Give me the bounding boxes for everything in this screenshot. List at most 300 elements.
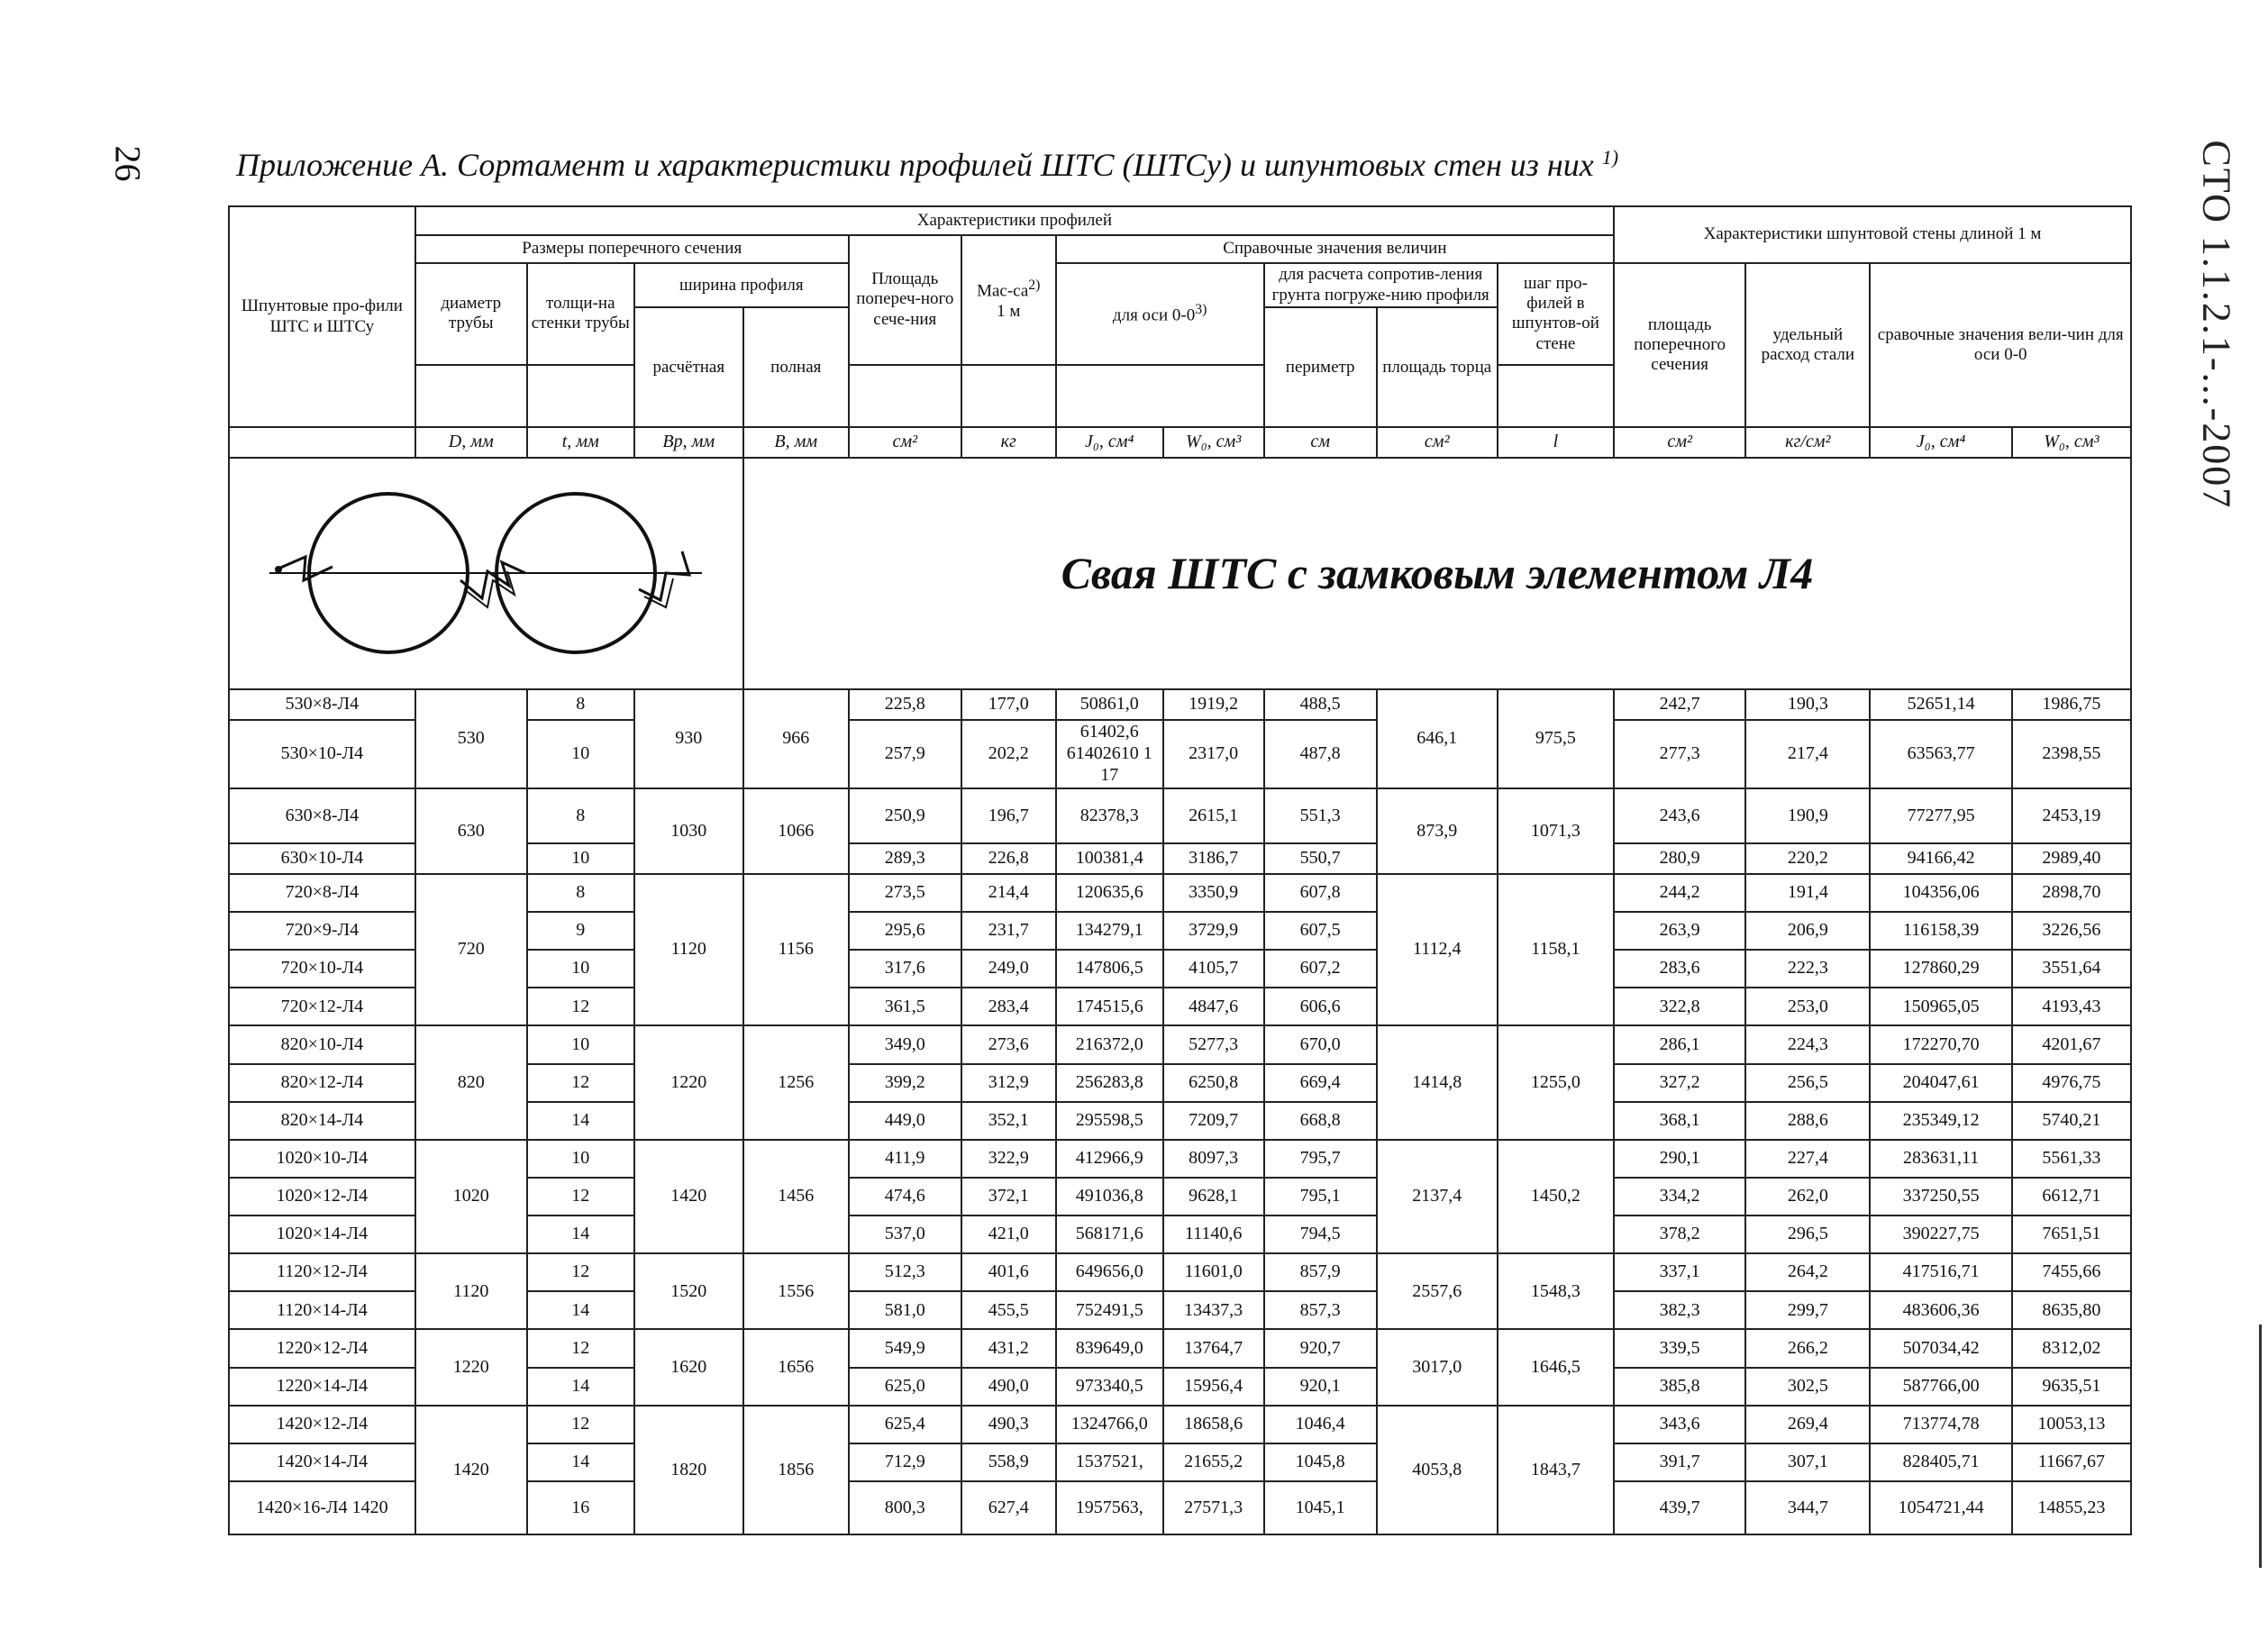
wall-section-modulus: 6612,71: [2012, 1178, 2131, 1216]
wall-area: 243,6: [1614, 788, 1745, 843]
full-width: 1066: [743, 788, 849, 874]
section-area: 712,9: [849, 1443, 961, 1481]
profile-step: 1158,1: [1498, 874, 1614, 1026]
section-area: 295,6: [849, 912, 961, 950]
wall-thickness: 14: [527, 1102, 634, 1140]
section-area: 537,0: [849, 1216, 961, 1253]
perimeter: 607,8: [1264, 874, 1377, 912]
moment-of-inertia: 61402,6 61402610 1 17: [1056, 720, 1163, 789]
profile-name: 1120×14-Л4: [229, 1291, 415, 1329]
section-modulus: 2317,0: [1163, 720, 1264, 789]
profile-name: 1220×12-Л4: [229, 1329, 415, 1367]
wall-section-modulus: 1986,75: [2012, 689, 2131, 720]
profile-name: 1220×14-Л4: [229, 1368, 415, 1406]
end-area: 873,9: [1377, 788, 1498, 874]
end-area: 3017,0: [1377, 1329, 1498, 1405]
perimeter: 1045,1: [1264, 1481, 1377, 1534]
profile-name: 1420×12-Л4: [229, 1406, 415, 1443]
header-perimeter: периметр: [1264, 307, 1377, 427]
mass-footnote: 2): [1028, 278, 1041, 294]
wall-thickness: 14: [527, 1443, 634, 1481]
wall-thickness: 10: [527, 950, 634, 988]
wall-area: 263,9: [1614, 912, 1745, 950]
perimeter: 487,8: [1264, 720, 1377, 789]
table-row: [229, 689, 2131, 720]
moment-of-inertia: 839649,0: [1056, 1329, 1163, 1367]
unit-wall-area: см²: [1614, 427, 1745, 458]
pipe-diameter: 820: [415, 1025, 527, 1139]
header-profile-width: ширина профиля: [634, 263, 849, 307]
wall-thickness: 14: [527, 1216, 634, 1253]
header-full-width: полная: [743, 307, 849, 427]
section-modulus: 11601,0: [1163, 1253, 1264, 1291]
perimeter: 795,1: [1264, 1178, 1377, 1216]
wall-section-modulus: 4976,75: [2012, 1064, 2131, 1102]
caption-footnote: 1): [1601, 146, 1619, 168]
steel-use: 224,3: [1745, 1025, 1870, 1063]
unit-area: см²: [849, 427, 961, 458]
wall-area: 378,2: [1614, 1216, 1745, 1253]
profile-name: 1120×12-Л4: [229, 1253, 415, 1291]
profile-figure-cell: [229, 458, 743, 689]
end-area: 2557,6: [1377, 1253, 1498, 1329]
mass-per-meter: 558,9: [961, 1443, 1056, 1481]
profile-step: 1450,2: [1498, 1140, 1614, 1253]
full-width: 1856: [743, 1406, 849, 1534]
unit-b: B, мм: [743, 427, 849, 458]
wall-thickness: 10: [527, 1025, 634, 1063]
wall-section-modulus: 14855,23: [2012, 1481, 2131, 1534]
design-width: 930: [634, 689, 743, 788]
moment-of-inertia: 1957563,: [1056, 1481, 1163, 1534]
table-row: [229, 874, 2131, 912]
wall-area: 385,8: [1614, 1368, 1745, 1406]
perimeter: 670,0: [1264, 1025, 1377, 1063]
wall-moment-of-inertia: 828405,71: [1870, 1443, 2011, 1481]
mass-per-meter: 455,5: [961, 1291, 1056, 1329]
profile-step: 1646,5: [1498, 1329, 1614, 1405]
profile-name: 530×8-Л4: [229, 689, 415, 720]
steel-use: 190,9: [1745, 788, 1870, 843]
wall-moment-of-inertia: 94166,42: [1870, 843, 2011, 874]
wall-area: 242,7: [1614, 689, 1745, 720]
header-mass: [961, 235, 1056, 365]
moment-of-inertia: 1537521,: [1056, 1443, 1163, 1481]
steel-use: 191,4: [1745, 874, 1870, 912]
profiles-table: [228, 205, 2132, 1535]
section-area: 549,9: [849, 1329, 961, 1367]
profile-name: 720×12-Л4: [229, 988, 415, 1025]
wall-moment-of-inertia: 587766,00: [1870, 1368, 2011, 1406]
wall-area: 391,7: [1614, 1443, 1745, 1481]
wall-thickness: 8: [527, 689, 634, 720]
section-area: 317,6: [849, 950, 961, 988]
wall-area: 327,2: [1614, 1064, 1745, 1102]
margin-rule: [2259, 1325, 2262, 1568]
mass-per-meter: 431,2: [961, 1329, 1056, 1367]
steel-use: 307,1: [1745, 1443, 1870, 1481]
wall-thickness: 9: [527, 912, 634, 950]
profile-name: 1020×14-Л4: [229, 1216, 415, 1253]
mass-per-meter: 249,0: [961, 950, 1056, 988]
pipe-diameter: 1420: [415, 1406, 527, 1534]
page-number: 26: [107, 145, 149, 182]
table-row: [229, 1406, 2131, 1443]
design-width: 1820: [634, 1406, 743, 1534]
moment-of-inertia: 120635,6: [1056, 874, 1163, 912]
wall-thickness: 16: [527, 1481, 634, 1534]
wall-section-modulus: 3551,64: [2012, 950, 2131, 988]
steel-use: 299,7: [1745, 1291, 1870, 1329]
profile-name: 1020×12-Л4: [229, 1178, 415, 1216]
pipe-diameter: 1020: [415, 1140, 527, 1253]
perimeter: 920,1: [1264, 1368, 1377, 1406]
profile-step: 1548,3: [1498, 1253, 1614, 1329]
wall-moment-of-inertia: 204047,61: [1870, 1064, 2011, 1102]
wall-area: 368,1: [1614, 1102, 1745, 1140]
pipe-diameter: 1120: [415, 1253, 527, 1329]
wall-area: 439,7: [1614, 1481, 1745, 1534]
wall-moment-of-inertia: 337250,55: [1870, 1178, 2011, 1216]
unit-profile: [229, 427, 415, 458]
wall-area: 277,3: [1614, 720, 1745, 789]
perimeter: 1045,8: [1264, 1443, 1377, 1481]
section-area: 474,6: [849, 1178, 961, 1216]
mass-per-meter: 372,1: [961, 1178, 1056, 1216]
steel-use: 227,4: [1745, 1140, 1870, 1178]
full-width: 1556: [743, 1253, 849, 1329]
wall-thickness: 12: [527, 988, 634, 1025]
unit-bp: Bр, мм: [634, 427, 743, 458]
moment-of-inertia: 295598,5: [1056, 1102, 1163, 1140]
end-area: 1414,8: [1377, 1025, 1498, 1139]
profile-name: 720×9-Л4: [229, 912, 415, 950]
section-modulus: 3186,7: [1163, 843, 1264, 874]
perimeter: 795,7: [1264, 1140, 1377, 1178]
header-design-width: расчётная: [634, 307, 743, 427]
moment-of-inertia: 134279,1: [1056, 912, 1163, 950]
table-row: [229, 1025, 2131, 1063]
profile-name: 630×10-Л4: [229, 843, 415, 874]
steel-use: 256,5: [1745, 1064, 1870, 1102]
unit-mass: кг: [961, 427, 1056, 458]
unit-t: t, мм: [527, 427, 634, 458]
pipe-diameter: 530: [415, 689, 527, 788]
wall-moment-of-inertia: 283631,11: [1870, 1140, 2011, 1178]
wall-thickness: 14: [527, 1368, 634, 1406]
section-modulus: 8097,3: [1163, 1140, 1264, 1178]
mass-per-meter: 401,6: [961, 1253, 1056, 1291]
header-profile: Шпунтовые про-фили ШТС и ШТСу: [229, 206, 415, 427]
design-width: 1120: [634, 874, 743, 1026]
side-code-text: СТО 1.1.2.1-...-2007: [2194, 140, 2239, 510]
mass-per-meter: 283,4: [961, 988, 1056, 1025]
section-area: 581,0: [849, 1291, 961, 1329]
profile-name: 720×8-Л4: [229, 874, 415, 912]
steel-use: 206,9: [1745, 912, 1870, 950]
perimeter: 1046,4: [1264, 1406, 1377, 1443]
wall-moment-of-inertia: 116158,39: [1870, 912, 2011, 950]
wall-thickness: 10: [527, 720, 634, 789]
wall-area: 290,1: [1614, 1140, 1745, 1178]
wall-moment-of-inertia: 483606,36: [1870, 1291, 2011, 1329]
wall-moment-of-inertia: 1054721,44: [1870, 1481, 2011, 1534]
end-area: 4053,8: [1377, 1406, 1498, 1534]
mass-per-meter: 352,1: [961, 1102, 1056, 1140]
header-spacer-mass: [961, 365, 1056, 428]
unit-wall-w: W₀, см³: [2012, 427, 2131, 458]
header-step: шаг про-филей в шпунтов-ой стене: [1498, 263, 1614, 364]
section-area: 449,0: [849, 1102, 961, 1140]
moment-of-inertia: 256283,8: [1056, 1064, 1163, 1102]
section-area: 273,5: [849, 874, 961, 912]
perimeter: 488,5: [1264, 689, 1377, 720]
header-wall-reference: сравочные значения вели-чин для оси 0-0: [1870, 263, 2131, 427]
pipe-diameter: 720: [415, 874, 527, 1026]
wall-section-modulus: 4201,67: [2012, 1025, 2131, 1063]
profile-name: 820×10-Л4: [229, 1025, 415, 1063]
steel-use: 264,2: [1745, 1253, 1870, 1291]
axis-footnote: 3): [1195, 302, 1207, 318]
wall-area: 382,3: [1614, 1291, 1745, 1329]
design-width: 1220: [634, 1025, 743, 1139]
header-section-dimensions: Размеры поперечного сечения: [415, 235, 849, 264]
perimeter: 794,5: [1264, 1216, 1377, 1253]
mass-per-meter: 490,3: [961, 1406, 1056, 1443]
wall-area: 244,2: [1614, 874, 1745, 912]
unit-end-area: см²: [1377, 427, 1498, 458]
moment-of-inertia: 82378,3: [1056, 788, 1163, 843]
wall-section-modulus: 8635,80: [2012, 1291, 2131, 1329]
full-width: 966: [743, 689, 849, 788]
header-profile-characteristics: Характеристики профилей: [415, 206, 1614, 235]
unit-perimeter: см: [1264, 427, 1377, 458]
section-modulus: 18658,6: [1163, 1406, 1264, 1443]
wall-area: 339,5: [1614, 1329, 1745, 1367]
design-width: 1420: [634, 1140, 743, 1253]
unit-steel-use: кг/см²: [1745, 427, 1870, 458]
header-spacer-d: [415, 365, 527, 428]
perimeter: 550,7: [1264, 843, 1377, 874]
table-caption: [236, 146, 1618, 184]
wall-thickness: 12: [527, 1178, 634, 1216]
perimeter: 607,5: [1264, 912, 1377, 950]
wall-area: 334,2: [1614, 1178, 1745, 1216]
mass-label: Мас-са: [977, 281, 1029, 301]
header-axis-00: [1056, 263, 1264, 364]
section-modulus: 27571,3: [1163, 1481, 1264, 1534]
end-area: 2137,4: [1377, 1140, 1498, 1253]
wall-moment-of-inertia: 127860,29: [1870, 950, 2011, 988]
moment-of-inertia: 649656,0: [1056, 1253, 1163, 1291]
mass-per-meter: 312,9: [961, 1064, 1056, 1102]
wall-section-modulus: 7455,66: [2012, 1253, 2131, 1291]
mass-per-meter: 627,4: [961, 1481, 1056, 1534]
moment-of-inertia: 174515,6: [1056, 988, 1163, 1025]
steel-use: 302,5: [1745, 1368, 1870, 1406]
header-diameter: диаметр трубы: [415, 263, 527, 364]
profile-step: 1843,7: [1498, 1406, 1614, 1534]
section-modulus: 5277,3: [1163, 1025, 1264, 1063]
header-area: Площадь попереч-ного сече-ния: [849, 235, 961, 365]
table-row: [229, 1253, 2131, 1291]
mass-per-meter: 322,9: [961, 1140, 1056, 1178]
perimeter: 551,3: [1264, 788, 1377, 843]
section-modulus: 3350,9: [1163, 874, 1264, 912]
section-area: 512,3: [849, 1253, 961, 1291]
wall-thickness: 10: [527, 843, 634, 874]
section-area: 225,8: [849, 689, 961, 720]
mass-length: 1 м: [997, 301, 1021, 321]
wall-section-modulus: 2898,70: [2012, 874, 2131, 912]
header-spacer-t: [527, 365, 634, 428]
wall-moment-of-inertia: 104356,06: [1870, 874, 2011, 912]
table-body: [229, 206, 2131, 1534]
wall-thickness: 12: [527, 1253, 634, 1291]
header-soil-resistance: для расчета сопротив-ления грунта погруже-нию профиля: [1264, 263, 1498, 307]
end-area: 646,1: [1377, 689, 1498, 788]
wall-moment-of-inertia: 77277,95: [1870, 788, 2011, 843]
section-banner: Свая ШТС с замковым элементом Л4: [743, 458, 2131, 689]
wall-moment-of-inertia: 150965,05: [1870, 988, 2011, 1025]
wall-area: 322,8: [1614, 988, 1745, 1025]
mass-per-meter: 196,7: [961, 788, 1056, 843]
section-modulus: 9628,1: [1163, 1178, 1264, 1216]
section-modulus: 11140,6: [1163, 1216, 1264, 1253]
moment-of-inertia: 147806,5: [1056, 950, 1163, 988]
header-spacer-step: [1498, 365, 1614, 428]
header-end-area: площадь торца: [1377, 307, 1498, 427]
section-modulus: 2615,1: [1163, 788, 1264, 843]
steel-use: 344,7: [1745, 1481, 1870, 1534]
section-area: 349,0: [849, 1025, 961, 1063]
profile-name: 820×14-Л4: [229, 1102, 415, 1140]
moment-of-inertia: 100381,4: [1056, 843, 1163, 874]
wall-thickness: 10: [527, 1140, 634, 1178]
header-reference-values: Справочные значения величин: [1056, 235, 1614, 264]
wall-section-modulus: 2453,19: [2012, 788, 2131, 843]
wall-moment-of-inertia: 713774,78: [1870, 1406, 2011, 1443]
full-width: 1456: [743, 1140, 849, 1253]
section-modulus: 13437,3: [1163, 1291, 1264, 1329]
profile-step: 1071,3: [1498, 788, 1614, 874]
profile-name: 720×10-Л4: [229, 950, 415, 988]
section-modulus: 1919,2: [1163, 689, 1264, 720]
pipe-diameter: 630: [415, 788, 527, 874]
wall-thickness: 12: [527, 1329, 634, 1367]
moment-of-inertia: 412966,9: [1056, 1140, 1163, 1178]
caption-text: Приложение А. Сортамент и характеристики профилей ШТС (ШТСу) и шпунтовых стен из них: [236, 147, 1594, 183]
wall-section-modulus: 10053,13: [2012, 1406, 2131, 1443]
section-area: 361,5: [849, 988, 961, 1025]
section-area: 257,9: [849, 720, 961, 789]
steel-use: 262,0: [1745, 1178, 1870, 1216]
section-area: 625,0: [849, 1368, 961, 1406]
profile-name: 630×8-Л4: [229, 788, 415, 843]
unit-step: l: [1498, 427, 1614, 458]
wall-area: 337,1: [1614, 1253, 1745, 1291]
header-steel-use: удельный расход стали: [1745, 263, 1870, 427]
steel-use: 190,3: [1745, 689, 1870, 720]
wall-area: 286,1: [1614, 1025, 1745, 1063]
header-thickness: толщи-на стенки трубы: [527, 263, 634, 364]
side-document-code: [2145, 126, 2268, 703]
full-width: 1256: [743, 1025, 849, 1139]
moment-of-inertia: 1324766,0: [1056, 1406, 1163, 1443]
wall-moment-of-inertia: 63563,77: [1870, 720, 2011, 789]
section-area: 625,4: [849, 1406, 961, 1443]
section-area: 289,3: [849, 843, 961, 874]
wall-area: 280,9: [1614, 843, 1745, 874]
moment-of-inertia: 752491,5: [1056, 1291, 1163, 1329]
mass-per-meter: 490,0: [961, 1368, 1056, 1406]
moment-of-inertia: 973340,5: [1056, 1368, 1163, 1406]
mass-per-meter: 226,8: [961, 843, 1056, 874]
steel-use: 220,2: [1745, 843, 1870, 874]
wall-moment-of-inertia: 507034,42: [1870, 1329, 2011, 1367]
section-area: 800,3: [849, 1481, 961, 1534]
steel-use: 288,6: [1745, 1102, 1870, 1140]
perimeter: 857,3: [1264, 1291, 1377, 1329]
unit-w: W₀, см³: [1163, 427, 1264, 458]
steel-use: 217,4: [1745, 720, 1870, 789]
moment-of-inertia: 491036,8: [1056, 1178, 1163, 1216]
section-modulus: 4847,6: [1163, 988, 1264, 1025]
design-width: 1620: [634, 1329, 743, 1405]
unit-d: D, мм: [415, 427, 527, 458]
mass-per-meter: 273,6: [961, 1025, 1056, 1063]
section-modulus: 15956,4: [1163, 1368, 1264, 1406]
header-spacer-axis: [1056, 365, 1264, 428]
mass-per-meter: 177,0: [961, 689, 1056, 720]
section-modulus: 13764,7: [1163, 1329, 1264, 1367]
wall-section-modulus: 5561,33: [2012, 1140, 2131, 1178]
perimeter: 606,6: [1264, 988, 1377, 1025]
design-width: 1030: [634, 788, 743, 874]
wall-thickness: 8: [527, 788, 634, 843]
full-width: 1656: [743, 1329, 849, 1405]
wall-moment-of-inertia: 172270,70: [1870, 1025, 2011, 1063]
perimeter: 857,9: [1264, 1253, 1377, 1291]
wall-thickness: 8: [527, 874, 634, 912]
perimeter: 607,2: [1264, 950, 1377, 988]
profile-step: 975,5: [1498, 689, 1614, 788]
profile-name: 530×10-Л4: [229, 720, 415, 789]
wall-moment-of-inertia: 390227,75: [1870, 1216, 2011, 1253]
mass-per-meter: 421,0: [961, 1216, 1056, 1253]
wall-section-modulus: 9635,51: [2012, 1368, 2131, 1406]
design-width: 1520: [634, 1253, 743, 1329]
axis-label: для оси 0-0: [1112, 305, 1196, 325]
wall-section-modulus: 5740,21: [2012, 1102, 2131, 1140]
wall-thickness: 14: [527, 1291, 634, 1329]
table-row: [229, 788, 2131, 843]
wall-area: 343,6: [1614, 1406, 1745, 1443]
steel-use: 296,5: [1745, 1216, 1870, 1253]
profile-name: 820×12-Л4: [229, 1064, 415, 1102]
header-wall-characteristics: Характеристики шпунтовой стены длиной 1 м: [1614, 206, 2131, 263]
profile-step: 1255,0: [1498, 1025, 1614, 1139]
header-wall-area: площадь поперечного сечения: [1614, 263, 1745, 427]
end-area: 1112,4: [1377, 874, 1498, 1026]
moment-of-inertia: 216372,0: [1056, 1025, 1163, 1063]
section-area: 250,9: [849, 788, 961, 843]
wall-section-modulus: 3226,56: [2012, 912, 2131, 950]
steel-use: 222,3: [1745, 950, 1870, 988]
section-modulus: 6250,8: [1163, 1064, 1264, 1102]
profile-name: 1420×16-Л4 1420: [229, 1481, 415, 1534]
perimeter: 920,7: [1264, 1329, 1377, 1367]
